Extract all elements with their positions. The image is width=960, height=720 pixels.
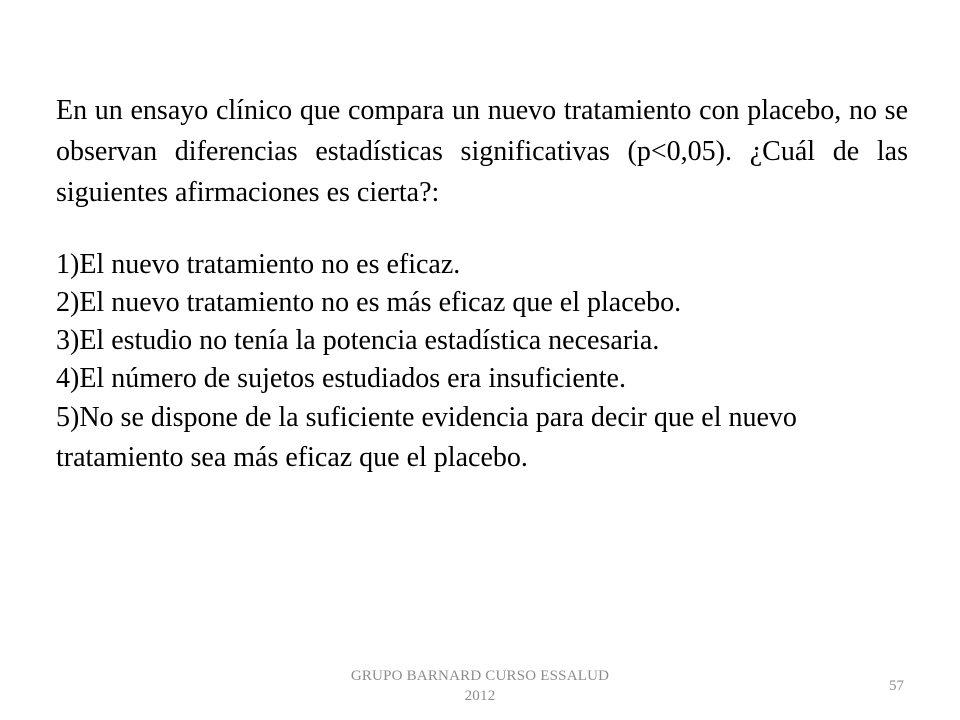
answer-option-3: 3)El estudio no tenía la potencia estadística necesaria. bbox=[56, 325, 660, 356]
answer-option-1: 1)El nuevo tratamiento no es eficaz. bbox=[56, 249, 461, 280]
footer-line-1: GRUPO BARNARD CURSO ESSALUD bbox=[350, 668, 610, 684]
answer-option-4: 4)El número de sujetos estudiados era insuficiente. bbox=[56, 363, 626, 394]
answer-option-2: 2)El nuevo tratamiento no es más eficaz que el placebo. bbox=[56, 287, 682, 318]
footer-text bbox=[330, 666, 630, 706]
page-number: 57 bbox=[889, 678, 904, 694]
question-text: En un ensayo clínico que compara un nuevo tratamiento con placebo, no se observan diferencias estadísticas significativas (p<0,05). ¿Cuál de las siguientes afirmaciones es cierta?: bbox=[56, 95, 908, 208]
answer-options-list bbox=[56, 246, 908, 478]
footer-line-2: 2012 bbox=[464, 688, 496, 704]
answer-option-5: 5)No se dispone de la suficiente evidencia para decir que el nuevo tratamiento sea más eficaz que el placebo. bbox=[56, 402, 797, 473]
